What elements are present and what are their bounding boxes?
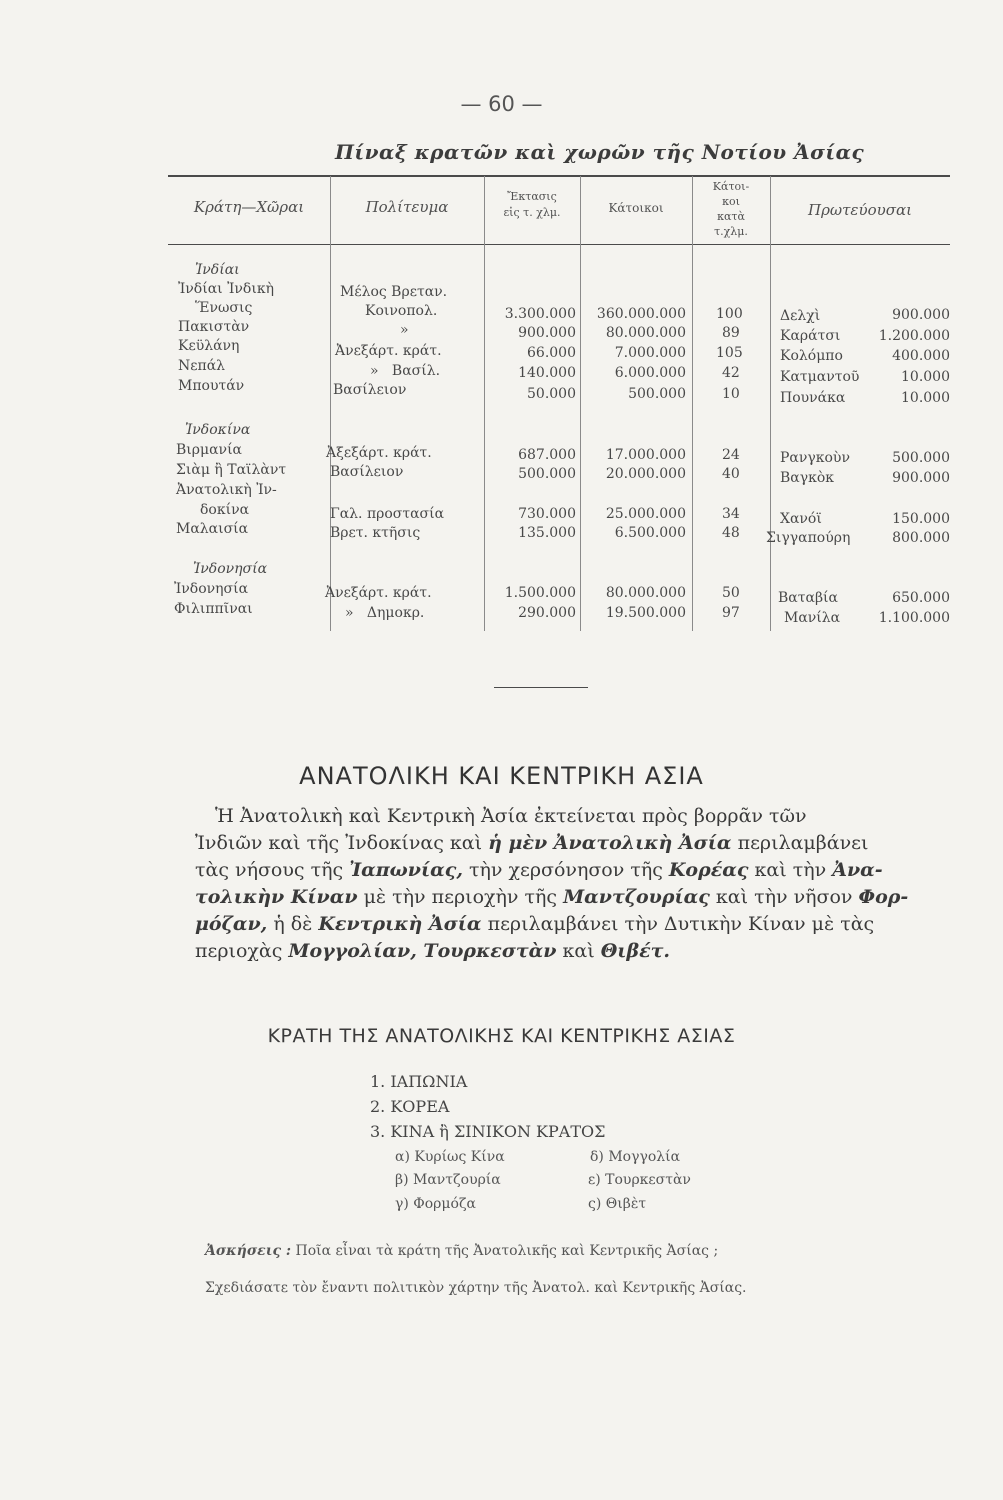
cell-state: Ἰνδονησία: [174, 581, 249, 597]
cell-capital-population: 1.200.000: [878, 328, 950, 344]
cell-population: 20.000.000: [605, 466, 686, 482]
list-item: 3. ΚΙΝΑ ἢ ΣΙΝΙΚΟΝ ΚΡΑΤΟΣ: [370, 1122, 606, 1141]
paragraph-line: τὰς νήσους τῆς Ἰαπωνίας, τὴν χερσόνησον τῆς Κορέας καὶ τὴν Ἀνα-: [195, 859, 883, 881]
cell-government: » Δημοκρ.: [345, 605, 425, 621]
column-divider: [770, 176, 771, 631]
cell-area: 290.000: [518, 605, 576, 621]
column-divider: [330, 176, 331, 631]
list-sub-item: β) Μαντζουρία: [395, 1172, 501, 1188]
cell-area: 500.000: [518, 466, 576, 482]
table-header-rule: [168, 244, 950, 245]
paragraph-line: μόζαν, ἡ δὲ Κεντρικὴ Ἀσία περιλαμβάνει τὴν Δυτικὴν Κίναν μὲ τὰς: [195, 913, 875, 935]
page-number: — 60 —: [460, 92, 543, 116]
cell-state: Βιρμανία: [176, 442, 243, 458]
cell-capital: Βαγκὸκ: [780, 470, 835, 486]
list-sub-item: α) Κυρίως Κίνα: [395, 1149, 505, 1165]
column-divider: [692, 176, 693, 631]
cell-government: Βασίλειον: [333, 382, 407, 398]
cell-area: 900.000: [518, 325, 576, 341]
cell-population: 360.000.000: [596, 306, 686, 322]
paragraph-line: τολικὴν Κίναν μὲ τὴν περιοχὴν τῆς Μαντζουρίας καὶ τὴν νῆσον Φορ-: [195, 886, 909, 908]
exercise-question: Ποῖα εἶναι τὰ κράτη τῆς Ἀνατολικῆς καὶ Κεντρικῆς Ἀσίας ;: [295, 1243, 719, 1259]
cell-population: 19.500.000: [605, 605, 686, 621]
cell-state: Σιὰμ ἢ Ταϊλὰντ: [176, 462, 287, 478]
exercise-line: [205, 1280, 747, 1296]
cell-capital: Σιγγαπούρη: [766, 530, 851, 546]
header-states: Κράτη—Χῶραι: [193, 198, 305, 216]
cell-government: Ἀνεξάρτ. κράτ.: [325, 585, 432, 601]
cell-government: » Βασίλ.: [370, 363, 441, 379]
list-sub-item: γ) Φορμόζα: [395, 1196, 476, 1212]
cell-density: 89: [722, 325, 740, 341]
cell-capital: Κατμαντοῦ: [780, 369, 860, 385]
exercise-question: Σχεδιάσατε τὸν ἔναντι πολιτικὸν χάρτην τῆς Ἀνατολ. καὶ Κεντρικῆς Ἀσίας.: [205, 1280, 747, 1296]
group-heading-indochina: Ἰνδοκίνα: [185, 422, 251, 438]
cell-density: 42: [722, 365, 740, 381]
section-divider: [494, 687, 588, 688]
cell-population: 17.000.000: [605, 447, 686, 463]
cell-area: 730.000: [518, 506, 576, 522]
group-heading-indonesia: Ἰνδονησία: [193, 561, 268, 577]
cell-state: Νεπάλ: [178, 358, 226, 374]
cell-government: Βασίλειον: [330, 464, 404, 480]
cell-government: Κοινοπολ.: [365, 303, 438, 319]
list-sub-item: ς) Θιβὲτ: [588, 1196, 647, 1212]
header-density-line4: τ.χλμ.: [714, 225, 748, 238]
table-title: Πίναξ κρατῶν καὶ χωρῶν τῆς Νοτίου Ἀσίας: [335, 140, 865, 164]
cell-government: Ἀνεξάρτ. κράτ.: [335, 343, 442, 359]
cell-capital-population: 500.000: [892, 450, 950, 466]
cell-area: 66.000: [527, 345, 576, 361]
cell-density: 97: [722, 605, 740, 621]
section-title: ΑΝΑΤΟΛΙΚΗ ΚΑΙ ΚΕΝΤΡΙΚΗ ΑΣΙΑ: [299, 762, 704, 790]
cell-density: 48: [722, 525, 740, 541]
cell-density: 10: [722, 386, 740, 402]
header-capital: Πρωτεύουσαι: [808, 201, 912, 219]
cell-capital-population: 150.000: [892, 511, 950, 527]
cell-state: Κεϋλάνη: [178, 338, 240, 354]
cell-density: 100: [716, 306, 743, 322]
cell-population: 80.000.000: [605, 585, 686, 601]
column-divider: [580, 176, 581, 631]
cell-capital-population: 900.000: [892, 307, 950, 323]
cell-state: Μαλαισία: [176, 521, 249, 537]
cell-government: »: [400, 322, 409, 338]
cell-state: Ἀνατολικὴ Ἰν-: [176, 482, 277, 498]
paragraph-line: περιοχὰς Μογγολίαν, Τουρκεστὰν καὶ Θιβέτ.: [195, 940, 671, 962]
cell-density: 40: [722, 466, 740, 482]
header-government: Πολίτευμα: [365, 198, 449, 216]
cell-state: Ἕνωσις: [195, 300, 253, 316]
cell-area: 140.000: [518, 365, 576, 381]
cell-capital-population: 10.000: [901, 369, 950, 385]
cell-population: 500.000: [628, 386, 686, 402]
cell-state: δοκίνα: [200, 502, 250, 518]
column-divider: [484, 176, 485, 631]
cell-capital-population: 650.000: [892, 590, 950, 606]
cell-area: 135.000: [518, 525, 576, 541]
cell-state: Πακιστὰν: [178, 319, 250, 335]
group-heading-india: Ἰνδίαι: [195, 262, 240, 278]
cell-capital-population: 10.000: [901, 390, 950, 406]
states-list-title: ΚΡΑΤΗ ΤΗΣ ΑΝΑΤΟΛΙΚΗΣ ΚΑΙ ΚΕΝΤΡΙΚΗΣ ΑΣΙΑΣ: [267, 1025, 736, 1047]
cell-capital-population: 800.000: [892, 530, 950, 546]
cell-capital: Μανίλα: [784, 610, 841, 626]
cell-government: Ἀξεξάρτ. κράτ.: [326, 445, 432, 461]
cell-government: Μέλος Βρεταν.: [340, 284, 448, 300]
cell-capital: Πουνάκα: [780, 390, 846, 406]
list-item: 2. ΚΟΡΕΑ: [370, 1097, 450, 1116]
cell-state: Μπουτάν: [178, 378, 245, 394]
table-top-rule: [168, 175, 950, 177]
cell-population: 7.000.000: [614, 345, 686, 361]
cell-density: 34: [722, 506, 740, 522]
cell-government: Γαλ. προστασία: [330, 506, 445, 522]
header-density-line1: Κάτοι-: [712, 180, 750, 193]
cell-density: 50: [722, 585, 740, 601]
header-area-line1: Ἔκτασις: [507, 190, 557, 203]
cell-state: Φιλιππῖναι: [174, 601, 253, 617]
header-density-line3: κατὰ: [717, 210, 745, 223]
cell-capital: Δελχὶ: [780, 308, 821, 324]
list-sub-item: ε) Τουρκεστὰν: [588, 1172, 691, 1188]
header-area-line2: εἰς τ. χλμ.: [503, 206, 561, 219]
cell-state: Ἰνδίαι Ἰνδικὴ: [178, 281, 274, 297]
cell-capital: Βαταβία: [778, 590, 838, 606]
header-population: Κάτοικοι: [608, 201, 664, 215]
cell-area: 50.000: [527, 386, 576, 402]
list-sub-item: δ) Μογγολία: [590, 1149, 681, 1165]
cell-area: 1.500.000: [504, 585, 576, 601]
cell-capital: Χανόϊ: [780, 511, 822, 527]
cell-capital: Καράτσι: [780, 328, 841, 344]
cell-population: 80.000.000: [605, 325, 686, 341]
cell-population: 25.000.000: [605, 506, 686, 522]
cell-density: 24: [722, 447, 740, 463]
cell-area: 687.000: [518, 447, 576, 463]
cell-capital: Ρανγκοὺν: [780, 450, 850, 466]
paragraph-line: Ἡ Ἀνατολικὴ καὶ Κεντρικὴ Ἀσία ἐκτείνεται πρὸς βορρᾶν τῶν: [215, 805, 807, 827]
cell-capital-population: 1.100.000: [878, 610, 950, 626]
cell-government: Βρετ. κτῆσις: [330, 525, 421, 541]
cell-population: 6.500.000: [614, 525, 686, 541]
paragraph-line: Ἰνδιῶν καὶ τῆς Ἰνδοκίνας καὶ ἡ μὲν Ἀνατολικὴ Ἀσία περιλαμβάνει: [195, 832, 869, 854]
header-density-line2: κοι: [722, 195, 740, 208]
cell-area: 3.300.000: [504, 306, 576, 322]
exercises-label: Ἀσκήσεις :: [205, 1243, 292, 1259]
cell-capital: Κολόμπο: [780, 348, 843, 364]
cell-density: 105: [716, 345, 743, 361]
cell-capital-population: 900.000: [892, 470, 950, 486]
cell-population: 6.000.000: [614, 365, 686, 381]
exercise-line: [205, 1243, 718, 1259]
list-item: 1. ΙΑΠΩΝΙΑ: [370, 1072, 468, 1091]
cell-capital-population: 400.000: [892, 348, 950, 364]
